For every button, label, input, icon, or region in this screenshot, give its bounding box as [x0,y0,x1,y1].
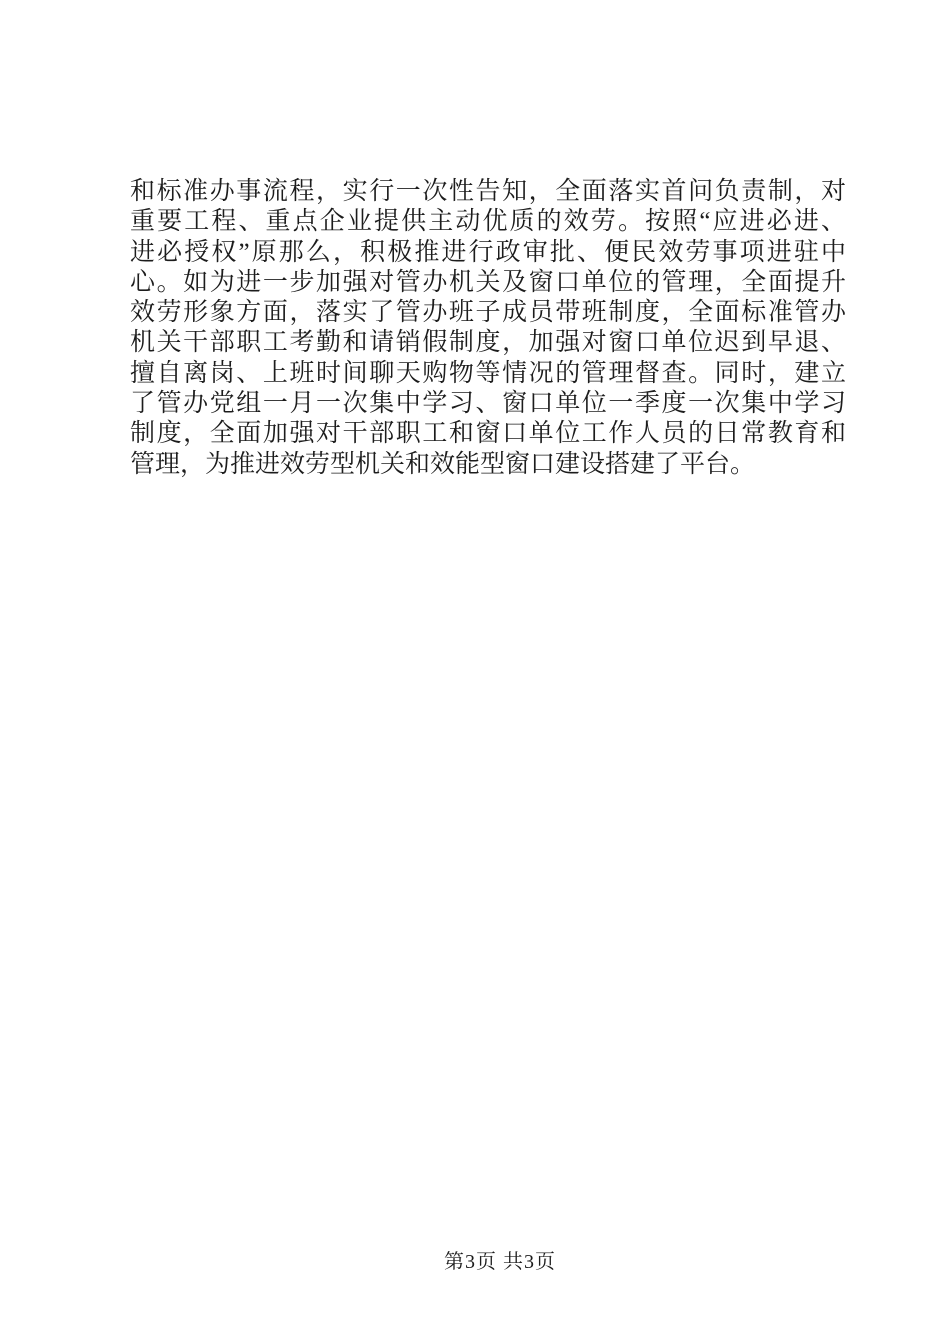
text-line: 机关干部职工考勤和请销假制度，加强对窗口单位迟到早退、 [130,329,846,357]
text-line: 进必授权”原那么，积极推进行政审批、便民效劳事项进驻中 [130,238,846,266]
text-line: 效劳形象方面，落实了管办班子成员带班制度，全面标准管办 [130,299,846,327]
paragraph-continuation [130,177,846,480]
text-line: 心。如为进一步加强对管办机关及窗口单位的管理，全面提升 [130,268,846,296]
page-footer [0,1245,950,1274]
text-line: 擅自离岗、上班时间聊天购物等情况的管理督查。同时，建立 [130,359,846,387]
text-line: 管理，为推进效劳型机关和效能型窗口建设搭建了平台。 [130,450,756,478]
text-line: 制度，全面加强对干部职工和窗口单位工作人员的日常教育和 [130,420,846,448]
text-line: 了管办党组一月一次集中学习、窗口单位一季度一次集中学习 [130,390,846,418]
text-line: 重要工程、重点企业提供主动优质的效劳。按照“应进必进、 [130,208,846,236]
text-line: 和标准办事流程，实行一次性告知，全面落实首问负责制，对 [130,178,846,205]
page-number-indicator: 第3页 共3页 [444,1251,556,1273]
